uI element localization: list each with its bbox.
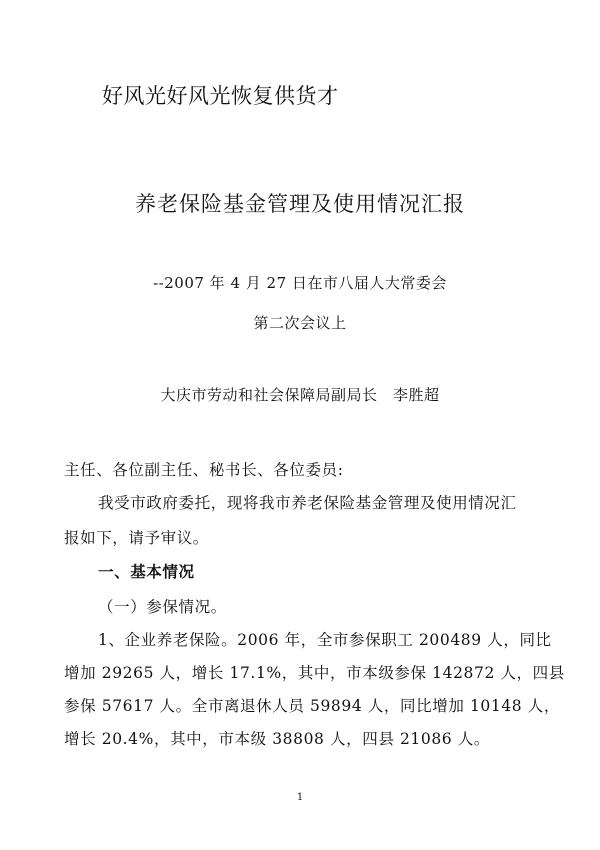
intro-paragraph-line-1: 我受市政府委托，现将我市养老保险基金管理及使用情况汇 [98, 494, 517, 512]
subtitle-line-2: 第二次会议上 [253, 314, 347, 332]
enterprise-pension-line-1: 1、企业养老保险。2006 年，全市参保职工 200489 人，同比 [98, 631, 552, 649]
section-heading-basic-situation: 一、基本情况 [98, 563, 195, 581]
enterprise-pension-line-3: 参保 57617 人。全市离退休人员 59894 人，同比增加 10148 人， [64, 697, 560, 715]
enterprise-pension-line-2: 增加 29265 人，增长 17.1%，其中，市本级参保 142872 人，四县 [64, 664, 565, 682]
enterprise-pension-line-4: 增长 20.4%，其中，市本级 38808 人，四县 21086 人。 [64, 730, 490, 748]
salutation: 主任、各位副主任、秘书长、各位委员: [64, 461, 344, 479]
subtitle-line-1: --2007 年 4 月 27 日在市八届人大常委会 [153, 274, 447, 292]
author-line: 大庆市劳动和社会保障局副局长 李胜超 [160, 386, 440, 404]
intro-paragraph-line-2: 报如下，请予审议。 [64, 529, 209, 547]
document-title: 养老保险基金管理及使用情况汇报 [135, 192, 465, 216]
page-number: 1 [296, 792, 304, 803]
subsection-heading-enrollment: （一）参保情况。 [98, 598, 227, 616]
header-text: 好风光好风光恢复供货才 [102, 84, 339, 108]
